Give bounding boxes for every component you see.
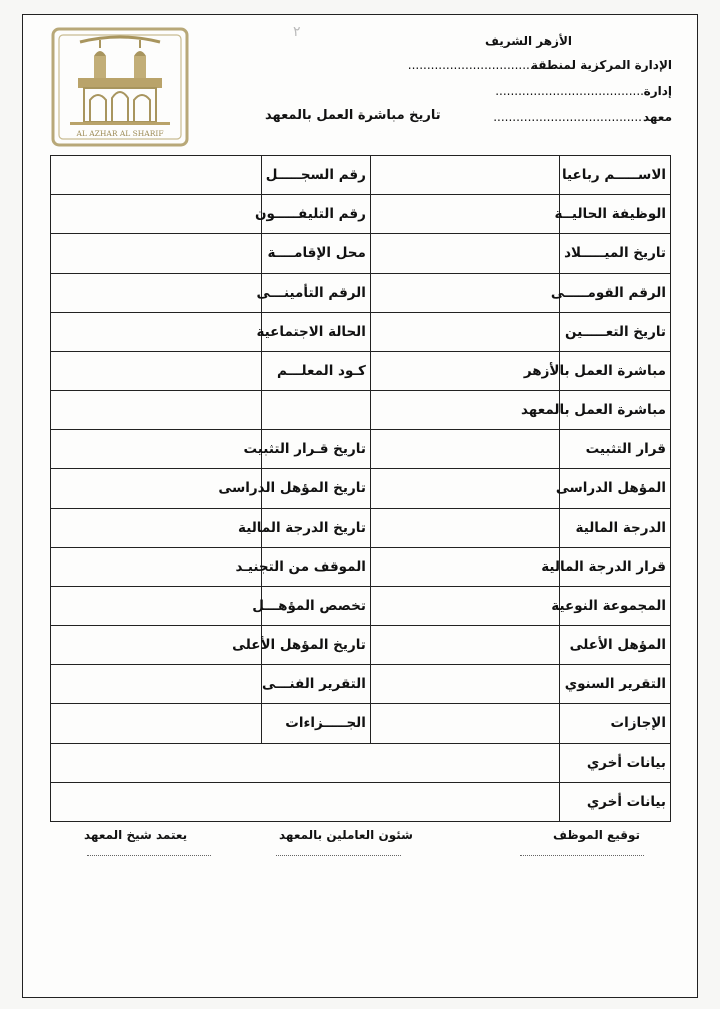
field-value[interactable]: [51, 273, 262, 312]
org-name: الأزهر الشريف: [484, 34, 572, 48]
field-label: الموقف من التجنيـد: [261, 547, 370, 586]
table-row: [51, 743, 671, 782]
field-label: محل الإقامــــة: [261, 234, 370, 273]
field-label: الحالة الاجتماعية: [261, 312, 370, 351]
field-value[interactable]: [51, 508, 262, 547]
field-label: المجموعة النوعية: [559, 586, 670, 625]
field-label: تاريخ الدرجة المالية: [261, 508, 370, 547]
field-value[interactable]: [51, 351, 262, 390]
table-row: [51, 665, 671, 704]
table-row: [51, 312, 671, 351]
field-value[interactable]: [370, 195, 559, 234]
table-row: [51, 704, 671, 743]
institute-label: معهد: [642, 110, 672, 124]
page-mark: ٢: [293, 24, 301, 40]
field-value[interactable]: [51, 312, 262, 351]
field-label: المؤهل الأعلى: [559, 626, 670, 665]
employee-signature-line[interactable]: [520, 855, 644, 856]
table-row: [51, 195, 671, 234]
affairs-signature-line[interactable]: [276, 855, 401, 856]
field-label: المؤهل الدراسى: [559, 469, 670, 508]
field-value[interactable]: [370, 547, 559, 586]
field-label: الوظيفة الحاليــة: [559, 195, 670, 234]
table-row: [51, 156, 671, 195]
field-label: الدرجة المالية: [559, 508, 670, 547]
field-value[interactable]: [51, 743, 560, 782]
field-value[interactable]: [51, 704, 262, 743]
field-label: تاريخ الميـــــلاد: [559, 234, 670, 273]
central-admin-label: الإدارة المركزية لمنطقة: [530, 58, 672, 72]
field-value[interactable]: [51, 156, 262, 195]
field-value[interactable]: [51, 547, 262, 586]
field-label: الجـــــزاءات: [261, 704, 370, 743]
field-label: الاســـــم رباعيا: [559, 156, 670, 195]
director-signature-label: يعتمد شيخ المعهد: [84, 828, 188, 842]
field-value[interactable]: [51, 430, 262, 469]
field-value[interactable]: [370, 312, 559, 351]
field-value[interactable]: [51, 195, 262, 234]
field-label: تاريخ قـرار التثبيت: [261, 430, 370, 469]
director-signature-line[interactable]: [87, 855, 211, 856]
table-row: [51, 351, 671, 390]
field-label: الرقم التأمينـــى: [261, 273, 370, 312]
institute-dots: .......................................: [493, 110, 642, 124]
field-value[interactable]: [370, 469, 559, 508]
table-row: [51, 626, 671, 665]
field-value[interactable]: [370, 665, 559, 704]
page-title: تاريخ مباشرة العمل بالمعهد: [265, 108, 441, 123]
field-value[interactable]: [370, 156, 559, 195]
employee-data-table: [50, 155, 671, 822]
employee-signature-label: توقيع الموظف: [553, 828, 640, 842]
field-label: كـود المعلـــم: [261, 351, 370, 390]
field-value[interactable]: [370, 704, 559, 743]
field-label: مباشرة العمل بالمعهد: [559, 391, 670, 430]
field-label: الرقم القومـــــى: [559, 273, 670, 312]
field-label: مباشرة العمل بالأزهر: [559, 351, 670, 390]
field-label: رقم التليفـــــون: [261, 195, 370, 234]
field-value[interactable]: [370, 586, 559, 625]
table-row: [51, 782, 671, 821]
field-label: رقم السجـــــل: [261, 156, 370, 195]
field-label: قرار التثبيت: [559, 430, 670, 469]
field-label: بيانات أخري: [559, 743, 670, 782]
admin-dots: .......................................: [495, 84, 644, 98]
field-label: تاريخ المؤهل الدراسى: [261, 469, 370, 508]
field-value[interactable]: [51, 782, 560, 821]
field-label: تاريخ التعـــــين: [559, 312, 670, 351]
field-value[interactable]: [370, 508, 559, 547]
table-row: [51, 547, 671, 586]
table-row: [51, 586, 671, 625]
field-label: قرار الدرجة المالية: [559, 547, 670, 586]
field-value[interactable]: [51, 234, 262, 273]
field-label: بيانات أخري: [559, 782, 670, 821]
field-label: تخصص المؤهـــل: [261, 586, 370, 625]
field-label: التقرير الفنـــى: [261, 665, 370, 704]
field-value[interactable]: [370, 626, 559, 665]
field-value[interactable]: [51, 391, 262, 430]
field-value[interactable]: [51, 665, 262, 704]
admin-label: إدارة: [643, 84, 672, 98]
field-value[interactable]: [51, 586, 262, 625]
affairs-signature-label: شئون العاملين بالمعهد: [279, 828, 413, 842]
table-row: [51, 273, 671, 312]
table-row: [51, 508, 671, 547]
field-label: تاريخ المؤهل الأعلى: [261, 626, 370, 665]
field-value[interactable]: [370, 273, 559, 312]
field-value[interactable]: [51, 626, 262, 665]
table-row: [51, 430, 671, 469]
central-admin-dots: ..........................................: [407, 58, 568, 72]
field-value[interactable]: [370, 234, 559, 273]
table-row: [51, 391, 671, 430]
field-label: [261, 391, 370, 430]
field-value[interactable]: [370, 430, 559, 469]
table-row: [51, 234, 671, 273]
table-row: [51, 469, 671, 508]
svg-text:AL AZHAR AL SHARIF: AL AZHAR AL SHARIF: [76, 129, 164, 138]
al-azhar-logo: [50, 26, 190, 148]
field-label: التقرير السنوي: [559, 665, 670, 704]
field-label: الإجازات: [559, 704, 670, 743]
